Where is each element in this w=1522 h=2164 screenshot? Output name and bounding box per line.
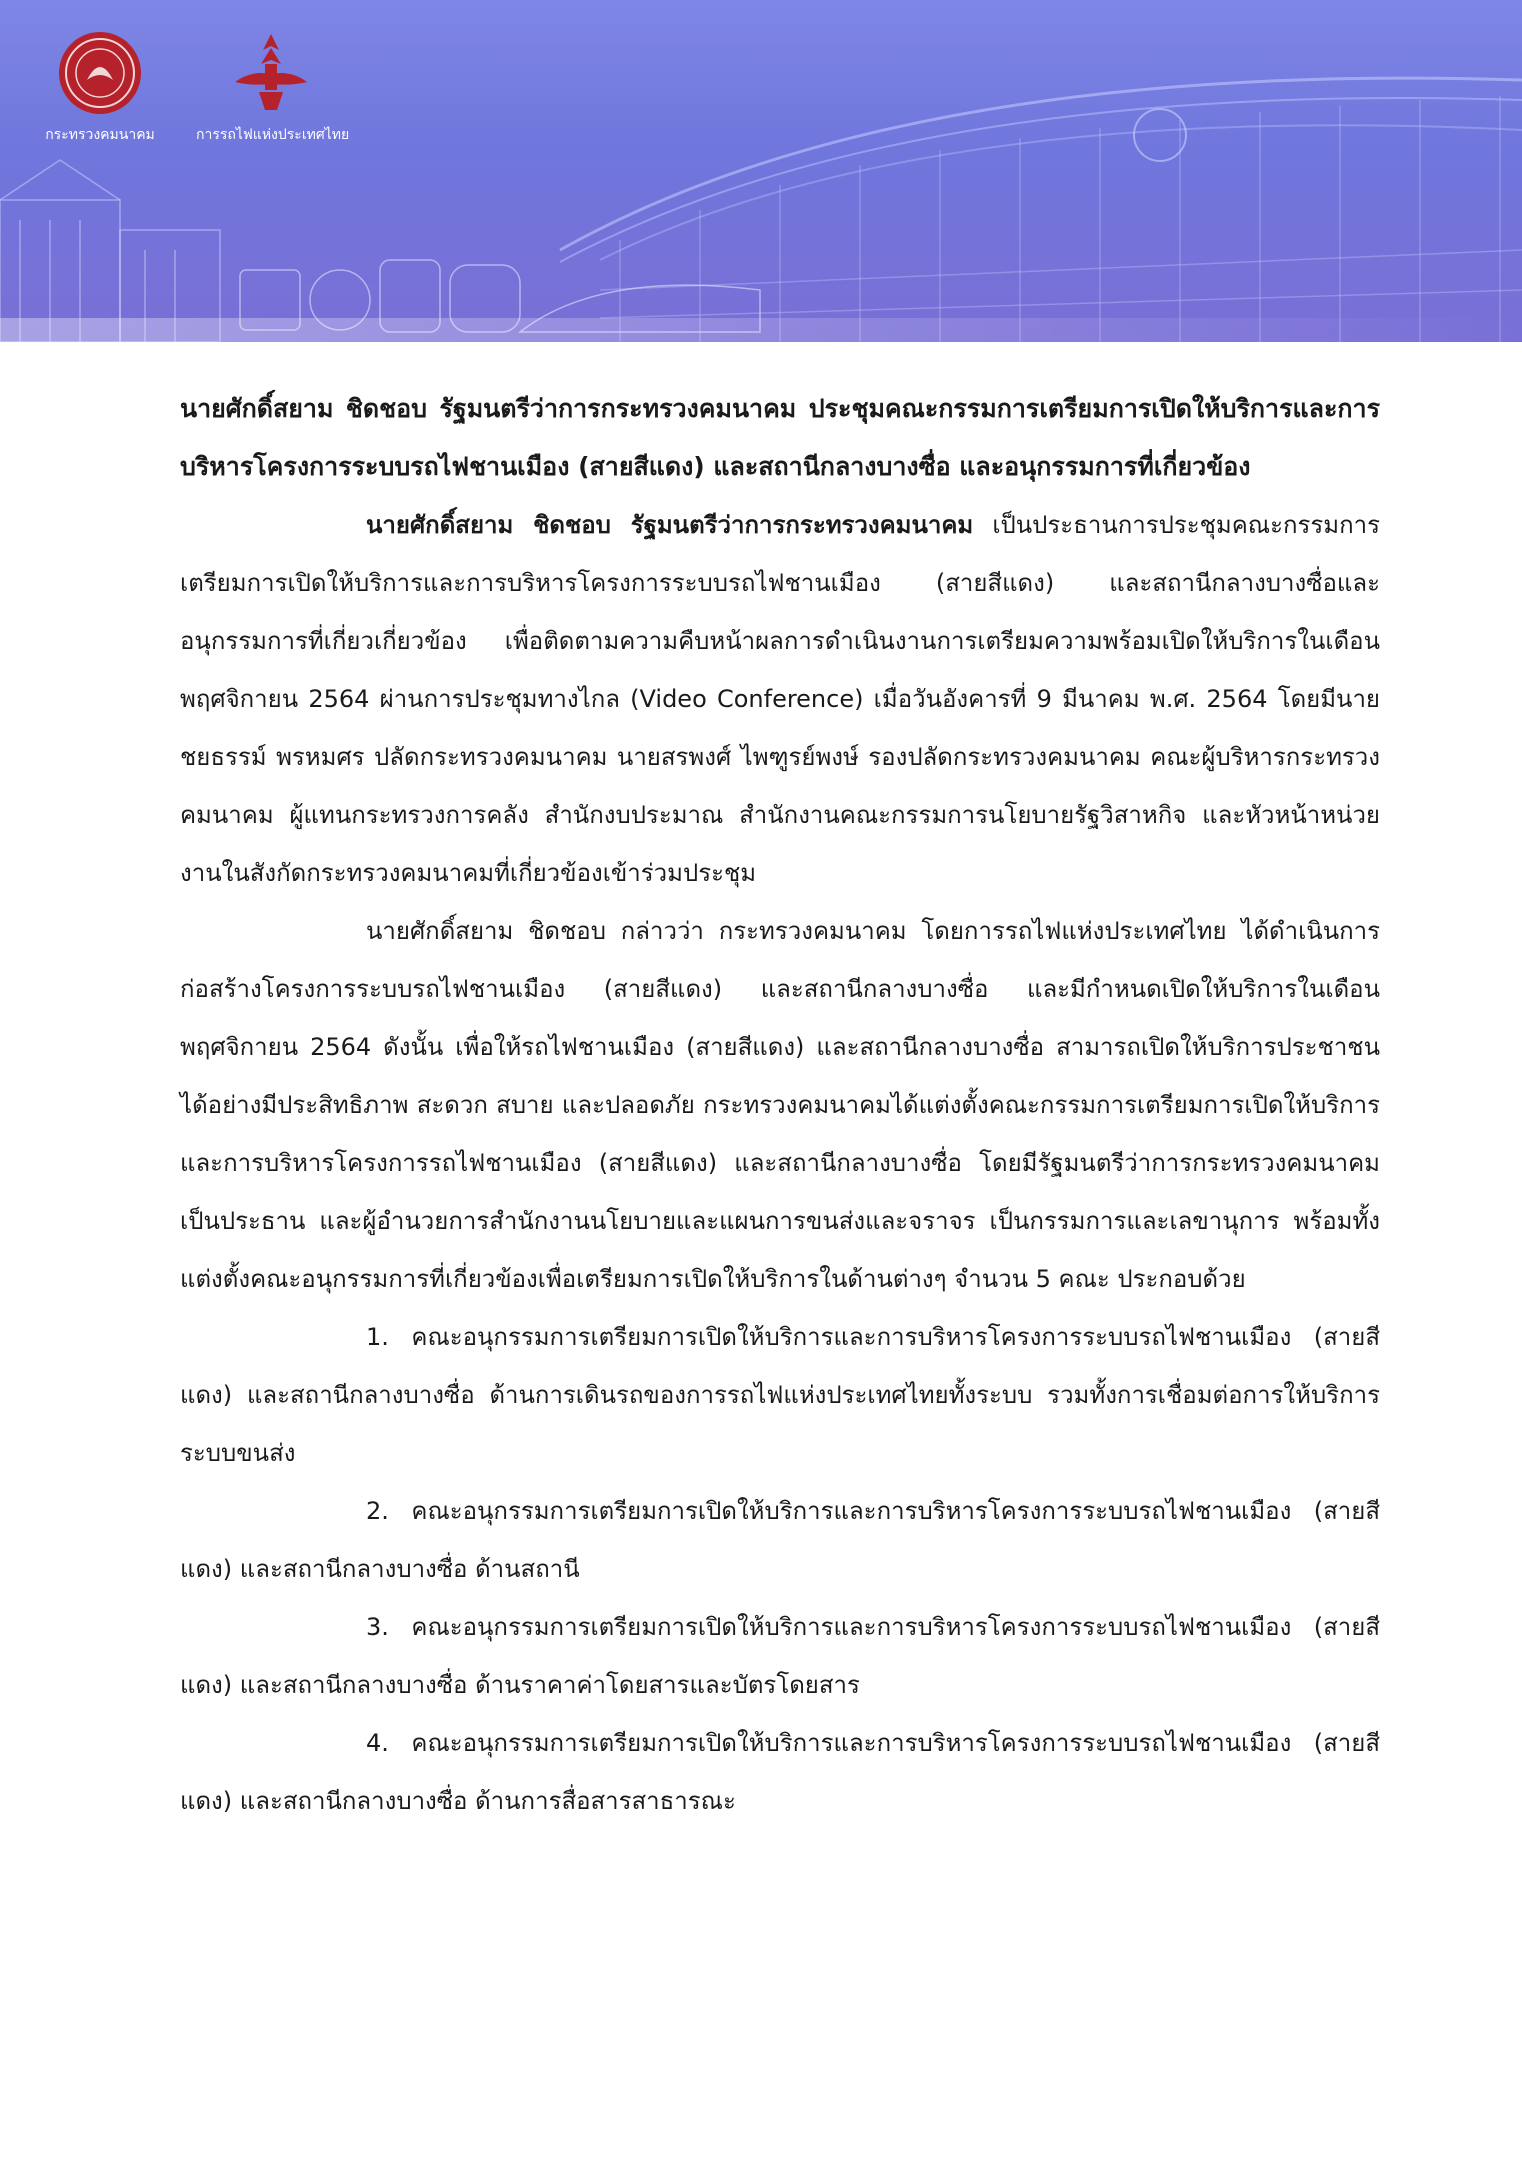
ministry-seal-icon	[57, 30, 143, 116]
srt-logo	[196, 30, 350, 146]
article-headline: นายศักดิ์สยาม ชิดชอบ รัฐมนตรีว่าการกระทรวงคมนาคม ประชุมคณะกรรมการเตรียมการเปิดให้บริการและการบริหารโครงการระบบรถไฟชานเมือง (สายสีแดง) และสถานีกลางบางซื่อ และอนุกรรมการที่เกี่ยวข้อง	[180, 394, 1380, 481]
header-banner	[0, 0, 1522, 342]
list-item: 4. คณะอนุกรรมการเตรียมการเปิดให้บริการและการบริหารโครงการระบบรถไฟชานเมือง (สายสีแดง) และสถานีกลางบางซื่อ ด้านการสื่อสารสาธารณะ	[180, 1729, 1380, 1815]
paragraph-1-text: เป็นประธานการประชุมคณะกรรมการเตรียมการเปิดให้บริการและการบริหารโครงการระบบรถไฟชานเมือง (สายสีแดง) และสถานีกลางบางซื่อและอนุกรรมการที่เกี่ยวเกี่ยวข้อง เพื่อติดตามความคืบหน้าผลการดำเนินงานการเตรียมความพร้อมเปิดให้บริการในเดือนพฤศจิกายน 2564 ผ่านการประชุมทางไกล (Video Conference) เมื่อวันอังคารที่ 9 มีนาคม พ.ศ. 2564 โดยมีนายชยธรรม์ พรหมศร ปลัดกระทรวงคมนาคม นายสรพงศ์ ไพฑูรย์พงษ์ รองปลัดกระทรวงคมนาคม คณะผู้บริหารกระทรวงคมนาคม ผู้แทนกระทรวงการคลัง สำนักงบประมาณ สำนักงานคณะกรรมการนโยบายรัฐวิสาหกิจ และหัวหน้าหน่วยงานในสังกัดกระทรวงคมนาคมที่เกี่ยวข้องเข้าร่วมประชุม	[180, 511, 1380, 887]
paragraph-2: นายศักดิ์สยาม ชิดชอบ กล่าวว่า กระทรวงคมนาคม โดยการรถไฟแห่งประเทศไทย ได้ดำเนินการก่อสร้างโครงการระบบรถไฟชานเมือง (สายสีแดง) และสถานีกลางบางซื่อ และมีกำหนดเปิดให้บริการในเดือนพฤศจิกายน 2564 ดังนั้น เพื่อให้รถไฟชานเมือง (สายสีแดง) และสถานีกลางบางซื่อ สามารถเปิดให้บริการประชาชนได้อย่างมีประสิทธิภาพ สะดวก สบาย และปลอดภัย กระทรวงคมนาคมได้แต่งตั้งคณะกรรมการเตรียมการเปิดให้บริการและการบริหารโครงการรถไฟชานเมือง (สายสีแดง) และสถานีกลางบางซื่อ โดยมีรัฐมนตรีว่าการกระทรวงคมนาคม เป็นประธาน และผู้อำนวยการสำนักงานนโยบายและแผนการขนส่งและจราจร เป็นกรรมการและเลขานุการ พร้อมทั้งแต่งตั้งคณะอนุกรรมการที่เกี่ยวข้องเพื่อเตรียมการเปิดให้บริการในด้านต่างๆ จำนวน 5 คณะ ประกอบด้วย	[180, 917, 1380, 1293]
paragraph-1-lead: นายศักดิ์สยาม ชิดชอบ รัฐมนตรีว่าการกระทรวงคมนาคม	[366, 511, 974, 539]
ministry-caption: กระทรวงคมนาคม	[45, 127, 155, 143]
article-body	[180, 380, 1380, 1830]
paragraph-1	[180, 496, 1380, 902]
list-item: 2. คณะอนุกรรมการเตรียมการเปิดให้บริการและการบริหารโครงการระบบรถไฟชานเมือง (สายสีแดง) และสถานีกลางบางซื่อ ด้านสถานี	[180, 1497, 1380, 1583]
list-item: 1. คณะอนุกรรมการเตรียมการเปิดให้บริการและการบริหารโครงการระบบรถไฟชานเมือง (สายสีแดง) และสถานีกลางบางซื่อ ด้านการเดินรถของการรถไฟแห่งประเทศไทยทั้งระบบ รวมทั้งการเชื่อมต่อการให้บริการระบบขนส่ง	[180, 1323, 1380, 1467]
srt-caption: การรถไฟแห่งประเทศไทย	[196, 127, 350, 143]
srt-garuda-icon	[231, 30, 311, 116]
ministry-logo	[40, 30, 160, 146]
list-item: 3. คณะอนุกรรมการเตรียมการเปิดให้บริการและการบริหารโครงการระบบรถไฟชานเมือง (สายสีแดง) และสถานีกลางบางซื่อ ด้านราคาค่าโดยสารและบัตรโดยสาร	[180, 1613, 1380, 1699]
